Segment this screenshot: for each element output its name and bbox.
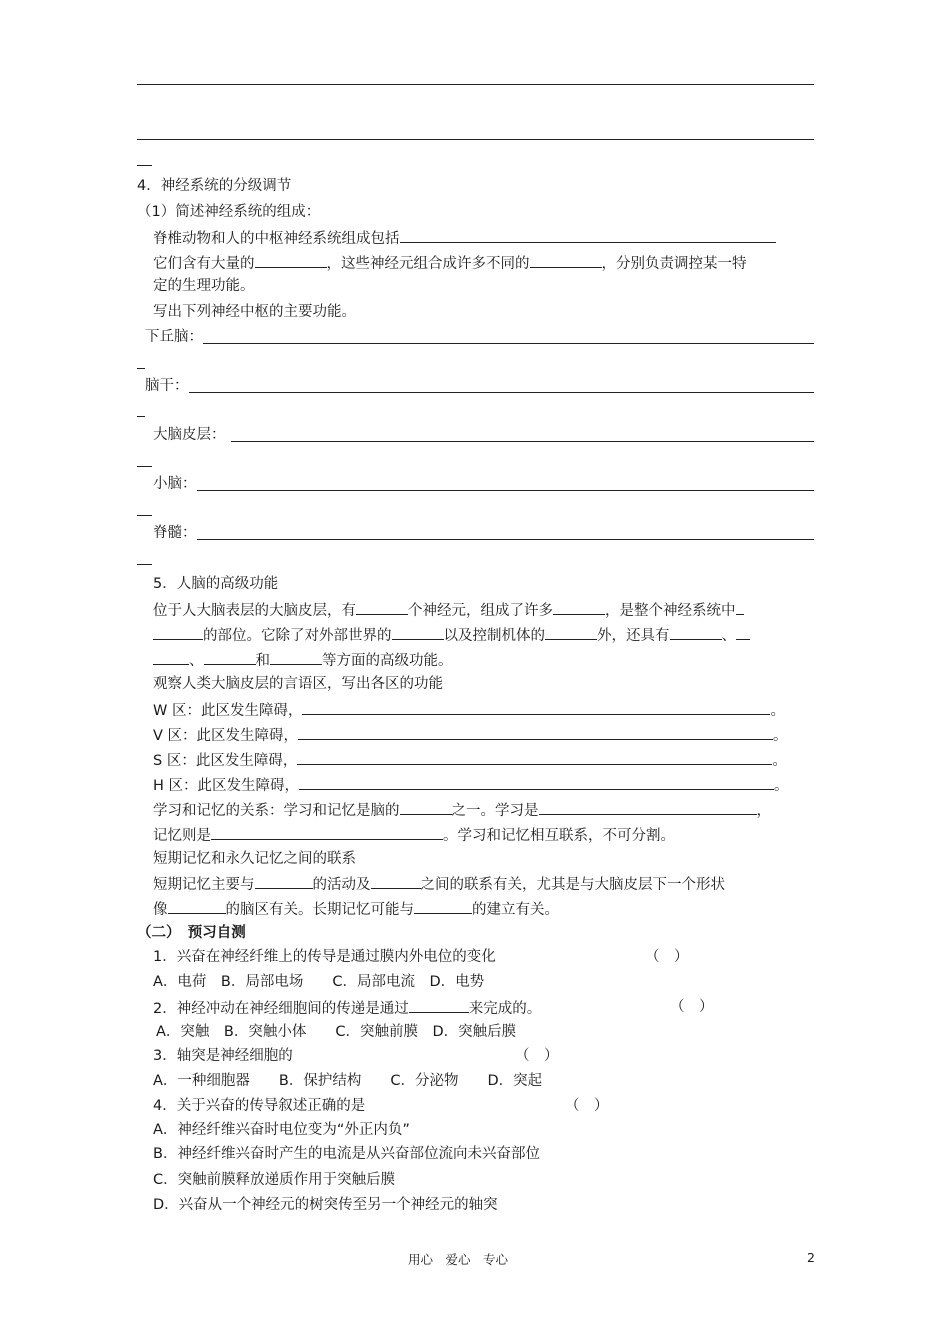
text: 位于人大脑表层的大脑皮层，有: [153, 603, 356, 619]
cortex-label: 大脑皮层：: [153, 427, 226, 443]
blank: [400, 799, 452, 815]
text: 。: [774, 778, 789, 794]
section5-observe: 观察人类大脑皮层的言语区，写出各区的功能: [153, 676, 443, 692]
blank: [204, 649, 256, 665]
blank: [297, 749, 772, 765]
spinal-line: [197, 539, 814, 540]
cortex-line: [231, 441, 814, 442]
blank: [298, 724, 773, 740]
text: ，这些神经元组合成许多不同的: [326, 256, 530, 272]
question-3-options: A．一种细胞器 B．保护结构 C．分泌物 D．突起: [153, 1073, 543, 1089]
text: 和: [255, 653, 270, 669]
cerebellum-label: 小脑：: [153, 476, 197, 492]
text: 。: [772, 753, 787, 769]
question-1-paren: （ ）: [645, 949, 689, 965]
text: 来完成的。: [468, 1001, 542, 1017]
spinal-label: 脊髓：: [153, 525, 197, 541]
blank: [414, 898, 472, 914]
question-3: 3．轴突是神经细胞的: [153, 1048, 293, 1064]
question-4-option-b: B．神经纤维兴奋时产生的电流是从兴奋部位流向未兴奋部位: [153, 1146, 540, 1162]
blank: [153, 624, 203, 640]
blank: [270, 649, 322, 665]
learning-memory-1: [153, 799, 771, 821]
blank: [670, 624, 722, 640]
section4-line-b: [153, 252, 747, 274]
text: ，是整个神经系统中: [605, 603, 736, 619]
blank: [356, 599, 408, 615]
text: 以及控制机体的: [443, 628, 545, 644]
blank: [211, 824, 443, 840]
text: S 区：此区发生障碍，: [153, 753, 298, 769]
memory-title: 短期记忆和永久记忆之间的联系: [153, 851, 356, 867]
brainstem-label: 脑干：: [145, 378, 189, 394]
text: 它们含有大量的: [153, 256, 255, 272]
question-2: [153, 997, 541, 1019]
question-1-options: A．电荷 B．局部电场 C．局部电流 D．电势: [153, 974, 485, 990]
question-2-options: A．突触 B．突触小体 C．突触前膜 D．突触后膜: [156, 1024, 517, 1040]
page-number: 2: [807, 1250, 815, 1265]
section5-p3: [153, 649, 453, 671]
question-4-paren: （ ）: [565, 1098, 609, 1114]
text: 之间的联系有关，尤其是与大脑皮层下一个形状: [420, 877, 725, 893]
text: 、: [189, 653, 204, 669]
hypothalamus-label: 下丘脑：: [145, 329, 203, 345]
text: 。学习和记忆相互联系，不可分割。: [443, 828, 675, 844]
text: 。: [770, 703, 785, 719]
text: 的部位。它除了对外部世界的: [203, 628, 392, 644]
w-area: [153, 699, 785, 721]
text: 外，还具有: [597, 628, 670, 644]
text: 。: [773, 728, 788, 744]
text: 、: [721, 628, 736, 644]
text: 的脑区有关。长期记忆可能与: [225, 902, 414, 918]
text: H 区：此区发生障碍，: [153, 778, 300, 794]
text: V 区：此区发生障碍，: [153, 728, 299, 744]
blank: [545, 624, 597, 640]
blank: [409, 997, 469, 1013]
h-area: [153, 774, 789, 796]
text: 像: [153, 902, 168, 918]
section4-line-a: [153, 227, 776, 249]
blank: [168, 898, 226, 914]
brainstem-line: [189, 392, 814, 393]
text: 个神经元，组成了许多: [408, 603, 553, 619]
text: 的活动及: [312, 877, 371, 893]
blank: [539, 799, 757, 815]
blank: [392, 624, 444, 640]
memory-line-2: [153, 898, 559, 920]
text: 之一。学习是: [451, 803, 539, 819]
text: 记忆则是: [153, 828, 211, 844]
cortex-line-tail: [137, 466, 152, 467]
blank: [736, 599, 744, 615]
section4-title: 4．神经系统的分级调节: [137, 178, 292, 194]
question-2-paren: （ ）: [670, 999, 714, 1015]
section5-title: 5．人脑的高级功能: [153, 576, 279, 592]
answer-line-1: [137, 84, 814, 85]
blank: [255, 252, 327, 268]
blank: [255, 873, 313, 889]
section5-p1: [153, 599, 744, 621]
selftest-heading: （二） 预习自测: [137, 925, 246, 941]
section4-line-c: 定的生理功能。: [153, 278, 255, 294]
question-4-option-a: A．神经纤维兴奋时电位变为“外正内负”: [153, 1122, 410, 1138]
text: ，分别负责调控某一特: [601, 256, 747, 272]
section4-line-d: 写出下列神经中枢的主要功能。: [153, 304, 356, 320]
section5-p2: [153, 624, 750, 646]
question-3-paren: （ ）: [515, 1048, 559, 1064]
text: 脊椎动物和人的中枢神经系统组成包括: [153, 231, 400, 247]
learning-memory-2: [153, 824, 675, 846]
text: 等方面的高级功能。: [322, 653, 453, 669]
blank: [400, 227, 776, 243]
text: 2．神经冲动在神经细胞间的传递是通过: [153, 1001, 409, 1017]
section4-sub1: （1）简述神经系统的组成：: [137, 204, 321, 220]
cerebellum-line: [197, 490, 814, 491]
hypothalamus-line: [203, 343, 814, 344]
answer-line-2-tail: [137, 165, 152, 166]
memory-line-1: [153, 873, 725, 895]
blank: [299, 774, 774, 790]
text: W 区：此区发生障碍，: [153, 703, 303, 719]
blank: [530, 252, 602, 268]
text: 短期记忆主要与: [153, 877, 255, 893]
brainstem-line-tail: [137, 416, 145, 417]
question-4-option-c: C．突触前膜释放递质作用于突触后膜: [153, 1172, 396, 1188]
text: 学习和记忆的关系：学习和记忆是脑的: [153, 803, 400, 819]
s-area: [153, 749, 787, 771]
blank: [371, 873, 421, 889]
footer-motto: 用心 爱心 专心: [408, 1252, 509, 1267]
hypothalamus-line-tail: [137, 368, 145, 369]
v-area: [153, 724, 788, 746]
blank: [153, 649, 189, 665]
blank: [553, 599, 605, 615]
question-4-option-d: D．兴奋从一个神经元的树突传至另一个神经元的轴突: [153, 1197, 498, 1213]
text: 的建立有关。: [472, 902, 559, 918]
spinal-line-tail: [137, 564, 152, 565]
cerebellum-line-tail: [137, 515, 152, 516]
text: ，: [756, 803, 771, 819]
answer-line-2: [137, 139, 814, 140]
question-1: 1．兴奋在神经纤维上的传导是通过膜内外电位的变化: [153, 949, 496, 965]
question-4: 4．关于兴奋的传导叙述正确的是: [153, 1098, 366, 1114]
blank: [736, 624, 750, 640]
blank: [302, 699, 770, 715]
